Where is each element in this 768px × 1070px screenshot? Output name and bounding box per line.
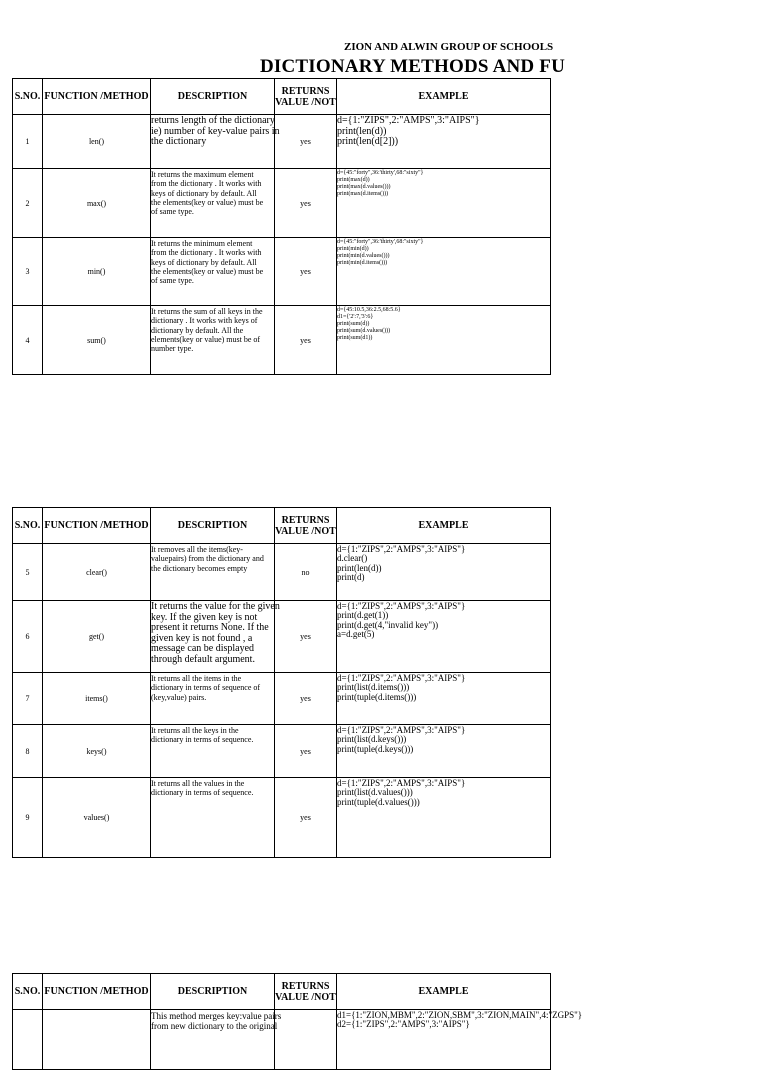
cell-line: key. If the given key is not [151, 611, 258, 623]
cell-line: It returns all the keys in the [151, 726, 239, 735]
table-row [13, 544, 551, 601]
row-example [337, 238, 551, 306]
row-returns: no [275, 544, 337, 601]
cell-line: from the dictionary . It works with [151, 179, 262, 189]
row-sno: 6 [13, 601, 43, 673]
cell-line: dictionary by default. All the [151, 325, 244, 335]
row-returns: yes [275, 601, 337, 673]
row-description [151, 169, 275, 238]
row-function: len() [43, 115, 151, 169]
cell-line: print(len(d[2])) [337, 136, 399, 147]
row-sno: 9 [13, 778, 43, 858]
cell-line: (key,value) pairs. [151, 692, 207, 702]
cell-line: d.clear() [337, 553, 368, 564]
row-example [337, 169, 551, 238]
row-example [337, 601, 551, 673]
cell-line: keys of dictionary by default. All [151, 188, 257, 198]
methods-table-3 [12, 973, 583, 1070]
cell-line: of same type. [151, 276, 194, 286]
header-function: FUNCTION /METHOD [43, 508, 151, 544]
cell-line: a=d.get(5) [337, 628, 375, 639]
row-example [337, 673, 551, 725]
cell-line: d={1:"ZIPS",2:"AMPS",3:"AIPS"} [337, 544, 466, 554]
cell-line: d={1:"ZIPS",2:"AMPS",3:"AIPS"} [337, 778, 466, 788]
cell-line: the elements(key or value) must be [151, 197, 264, 207]
cell-line: present it returns None. If the [151, 622, 269, 633]
cell-line: through default argument. [151, 653, 255, 665]
cell-line: print(d.get(1)) [337, 610, 389, 621]
cell-line: print(tuple(d.items())) [337, 691, 417, 702]
row-sno: 2 [13, 169, 43, 238]
school-name: ZION AND ALWIN GROUP OF SCHOOLS [344, 41, 554, 53]
row-function: values() [43, 778, 151, 858]
cell-line: print(list(d.values())) [337, 787, 413, 798]
row-description [151, 601, 280, 673]
row-sno: 7 [13, 673, 43, 725]
cell-line: print(d.get(4,"invalid key")) [337, 619, 439, 630]
header-sno: S.NO. [13, 79, 43, 115]
cell-line: of same type. [151, 207, 194, 217]
cell-line: print(max(d.items())) [337, 191, 389, 197]
cell-line: d={45:10.5,36:2.5,68:5.6} [337, 307, 401, 313]
cell-line: It returns the maximum element [151, 170, 254, 179]
cell-line: print(list(d.items())) [337, 682, 410, 693]
row-sno: 5 [13, 544, 43, 601]
row-sno: 3 [13, 238, 43, 306]
cell-line: d={45:"forty",36:'thirty',68:"sixty"} [337, 170, 424, 176]
cell-line: It returns all the values in the [151, 779, 245, 788]
row-description [151, 778, 275, 858]
header-description: DESCRIPTION [151, 79, 275, 115]
cell-line: d={1:"ZIPS",2:"AMPS",3:"AIPS"} [337, 115, 480, 126]
header-returns: RETURNS VALUE /NOT [275, 79, 337, 115]
row-returns: yes [275, 725, 337, 778]
cell-line: the dictionary becomes empty [151, 563, 248, 573]
cell-line: the elements(key or value) must be [151, 266, 264, 276]
row-sno: 1 [13, 115, 43, 169]
header-description: DESCRIPTION [151, 508, 275, 544]
cell-line: ie) number of key-value pairs in [151, 125, 280, 137]
header-sno: S.NO. [13, 508, 43, 544]
cell-line: print(list(d.keys())) [337, 734, 407, 745]
cell-line: d1={1:"ZION,MBM",2:"ZION,SBM",3:"ZION,MAIN",4:"ZGPS"} [337, 1010, 583, 1020]
cell-line: number type. [151, 344, 194, 354]
row-description [151, 238, 275, 306]
row-example [337, 1010, 583, 1070]
table-row [13, 673, 551, 725]
table-row [13, 1010, 551, 1070]
cell-line: from new dictionary to the original [151, 1021, 278, 1031]
cell-line: print(min(d)) [337, 246, 369, 252]
cell-line: print(sum(d.values())) [337, 328, 391, 334]
cell-line: print(min(d.values())) [337, 253, 390, 259]
row-example [337, 778, 551, 858]
cell-line: It returns the sum of all keys in the [151, 307, 263, 316]
row-description [151, 544, 275, 601]
cell-line: the dictionary [151, 136, 207, 147]
cell-line: print(tuple(d.keys())) [337, 743, 414, 754]
header-example: EXAMPLE [337, 974, 551, 1010]
table-row [13, 169, 551, 238]
row-returns: yes [275, 238, 337, 306]
table-header-row [13, 508, 551, 544]
cell-line: message can be displayed [151, 643, 255, 654]
methods-table-1 [12, 78, 551, 375]
cell-line: d={1:"ZIPS",2:"AMPS",3:"AIPS"} [337, 673, 466, 683]
row-returns: yes [275, 169, 337, 238]
cell-line: print(len(d)) [337, 125, 387, 137]
row-example [337, 544, 551, 601]
table-header-row [13, 974, 551, 1010]
cell-line: d2={1:"ZIPS",2:"AMPS",3:"AIPS"} [337, 1019, 470, 1030]
row-returns: yes [275, 778, 337, 858]
cell-line: from the dictionary . It works with [151, 248, 262, 258]
row-example [337, 306, 551, 375]
cell-line: This method merges key:value pairs [151, 1011, 282, 1021]
row-returns: yes [275, 673, 337, 725]
row-sno: 8 [13, 725, 43, 778]
row-function: items() [43, 673, 151, 725]
cell-line: d={45:"forty",36:'thirty',68:"sixty"} [337, 239, 424, 245]
row-description [151, 306, 275, 375]
cell-line: returns length of the dictionary [151, 115, 275, 126]
cell-line: It returns the value for the given [151, 601, 280, 612]
page-title: DICTIONARY METHODS AND FU [260, 56, 566, 77]
table-header-row [13, 79, 551, 115]
header-function: FUNCTION /METHOD [43, 974, 151, 1010]
row-example [337, 115, 551, 169]
table-row [13, 601, 551, 673]
cell-line: keys of dictionary by default. All [151, 257, 257, 267]
row-function: max() [43, 169, 151, 238]
row-sno: 4 [13, 306, 43, 375]
cell-line: print(min(d.items())) [337, 260, 388, 266]
row-returns: yes [275, 306, 337, 375]
cell-line: valuepairs) from the dictionary and [151, 554, 264, 564]
row-function: sum() [43, 306, 151, 375]
row-description [151, 115, 280, 169]
header-returns: RETURNS VALUE /NOT [275, 508, 337, 544]
cell-line: It removes all the items(key- [151, 545, 243, 554]
table-row [13, 778, 551, 858]
header-sno: S.NO. [13, 974, 43, 1010]
cell-line: print(max(d.values())) [337, 184, 391, 190]
table-row [13, 306, 551, 375]
header-example: EXAMPLE [337, 79, 551, 115]
cell-line: dictionary in terms of sequence of [151, 683, 261, 693]
cell-line: print(sum(d)) [337, 321, 370, 327]
table-row [13, 238, 551, 306]
row-function [43, 1010, 151, 1070]
cell-line: dictionary . It works with keys of [151, 316, 258, 326]
table-row [13, 725, 551, 778]
header-function: FUNCTION /METHOD [43, 79, 151, 115]
cell-line: print(tuple(d.values())) [337, 796, 420, 807]
cell-line: It returns all the items in the [151, 674, 242, 683]
cell-line: dictionary in terms of sequence. [151, 735, 254, 745]
cell-line: dictionary in terms of sequence. [151, 788, 254, 798]
row-example [337, 725, 551, 778]
cell-line: d={1:"ZIPS",2:"AMPS",3:"AIPS"} [337, 725, 466, 735]
cell-line: elements(key or value) must be of [151, 334, 261, 344]
cell-line: given key is not found , a [151, 632, 253, 644]
row-description [151, 1010, 282, 1070]
cell-line: print(sum(d1)) [337, 335, 373, 341]
row-function: get() [43, 601, 151, 673]
row-function: clear() [43, 544, 151, 601]
table-row [13, 115, 551, 169]
cell-line: d={1:"ZIPS",2:"AMPS",3:"AIPS"} [337, 601, 466, 611]
row-returns: yes [275, 115, 337, 169]
methods-table-2 [12, 507, 551, 858]
row-description [151, 725, 275, 778]
header-example: EXAMPLE [337, 508, 551, 544]
row-function: keys() [43, 725, 151, 778]
header-description: DESCRIPTION [151, 974, 275, 1010]
cell-line: print(d) [337, 571, 365, 582]
row-returns [275, 1010, 337, 1070]
header-returns: RETURNS VALUE /NOT [275, 974, 337, 1010]
cell-line: print(max(d)) [337, 177, 370, 183]
row-function: min() [43, 238, 151, 306]
cell-line: print(len(d)) [337, 562, 382, 573]
row-sno [13, 1010, 43, 1070]
cell-line: It returns the minimum element [151, 239, 253, 248]
row-description [151, 673, 275, 725]
cell-line: d1={'2':7,'3':6} [337, 314, 374, 320]
